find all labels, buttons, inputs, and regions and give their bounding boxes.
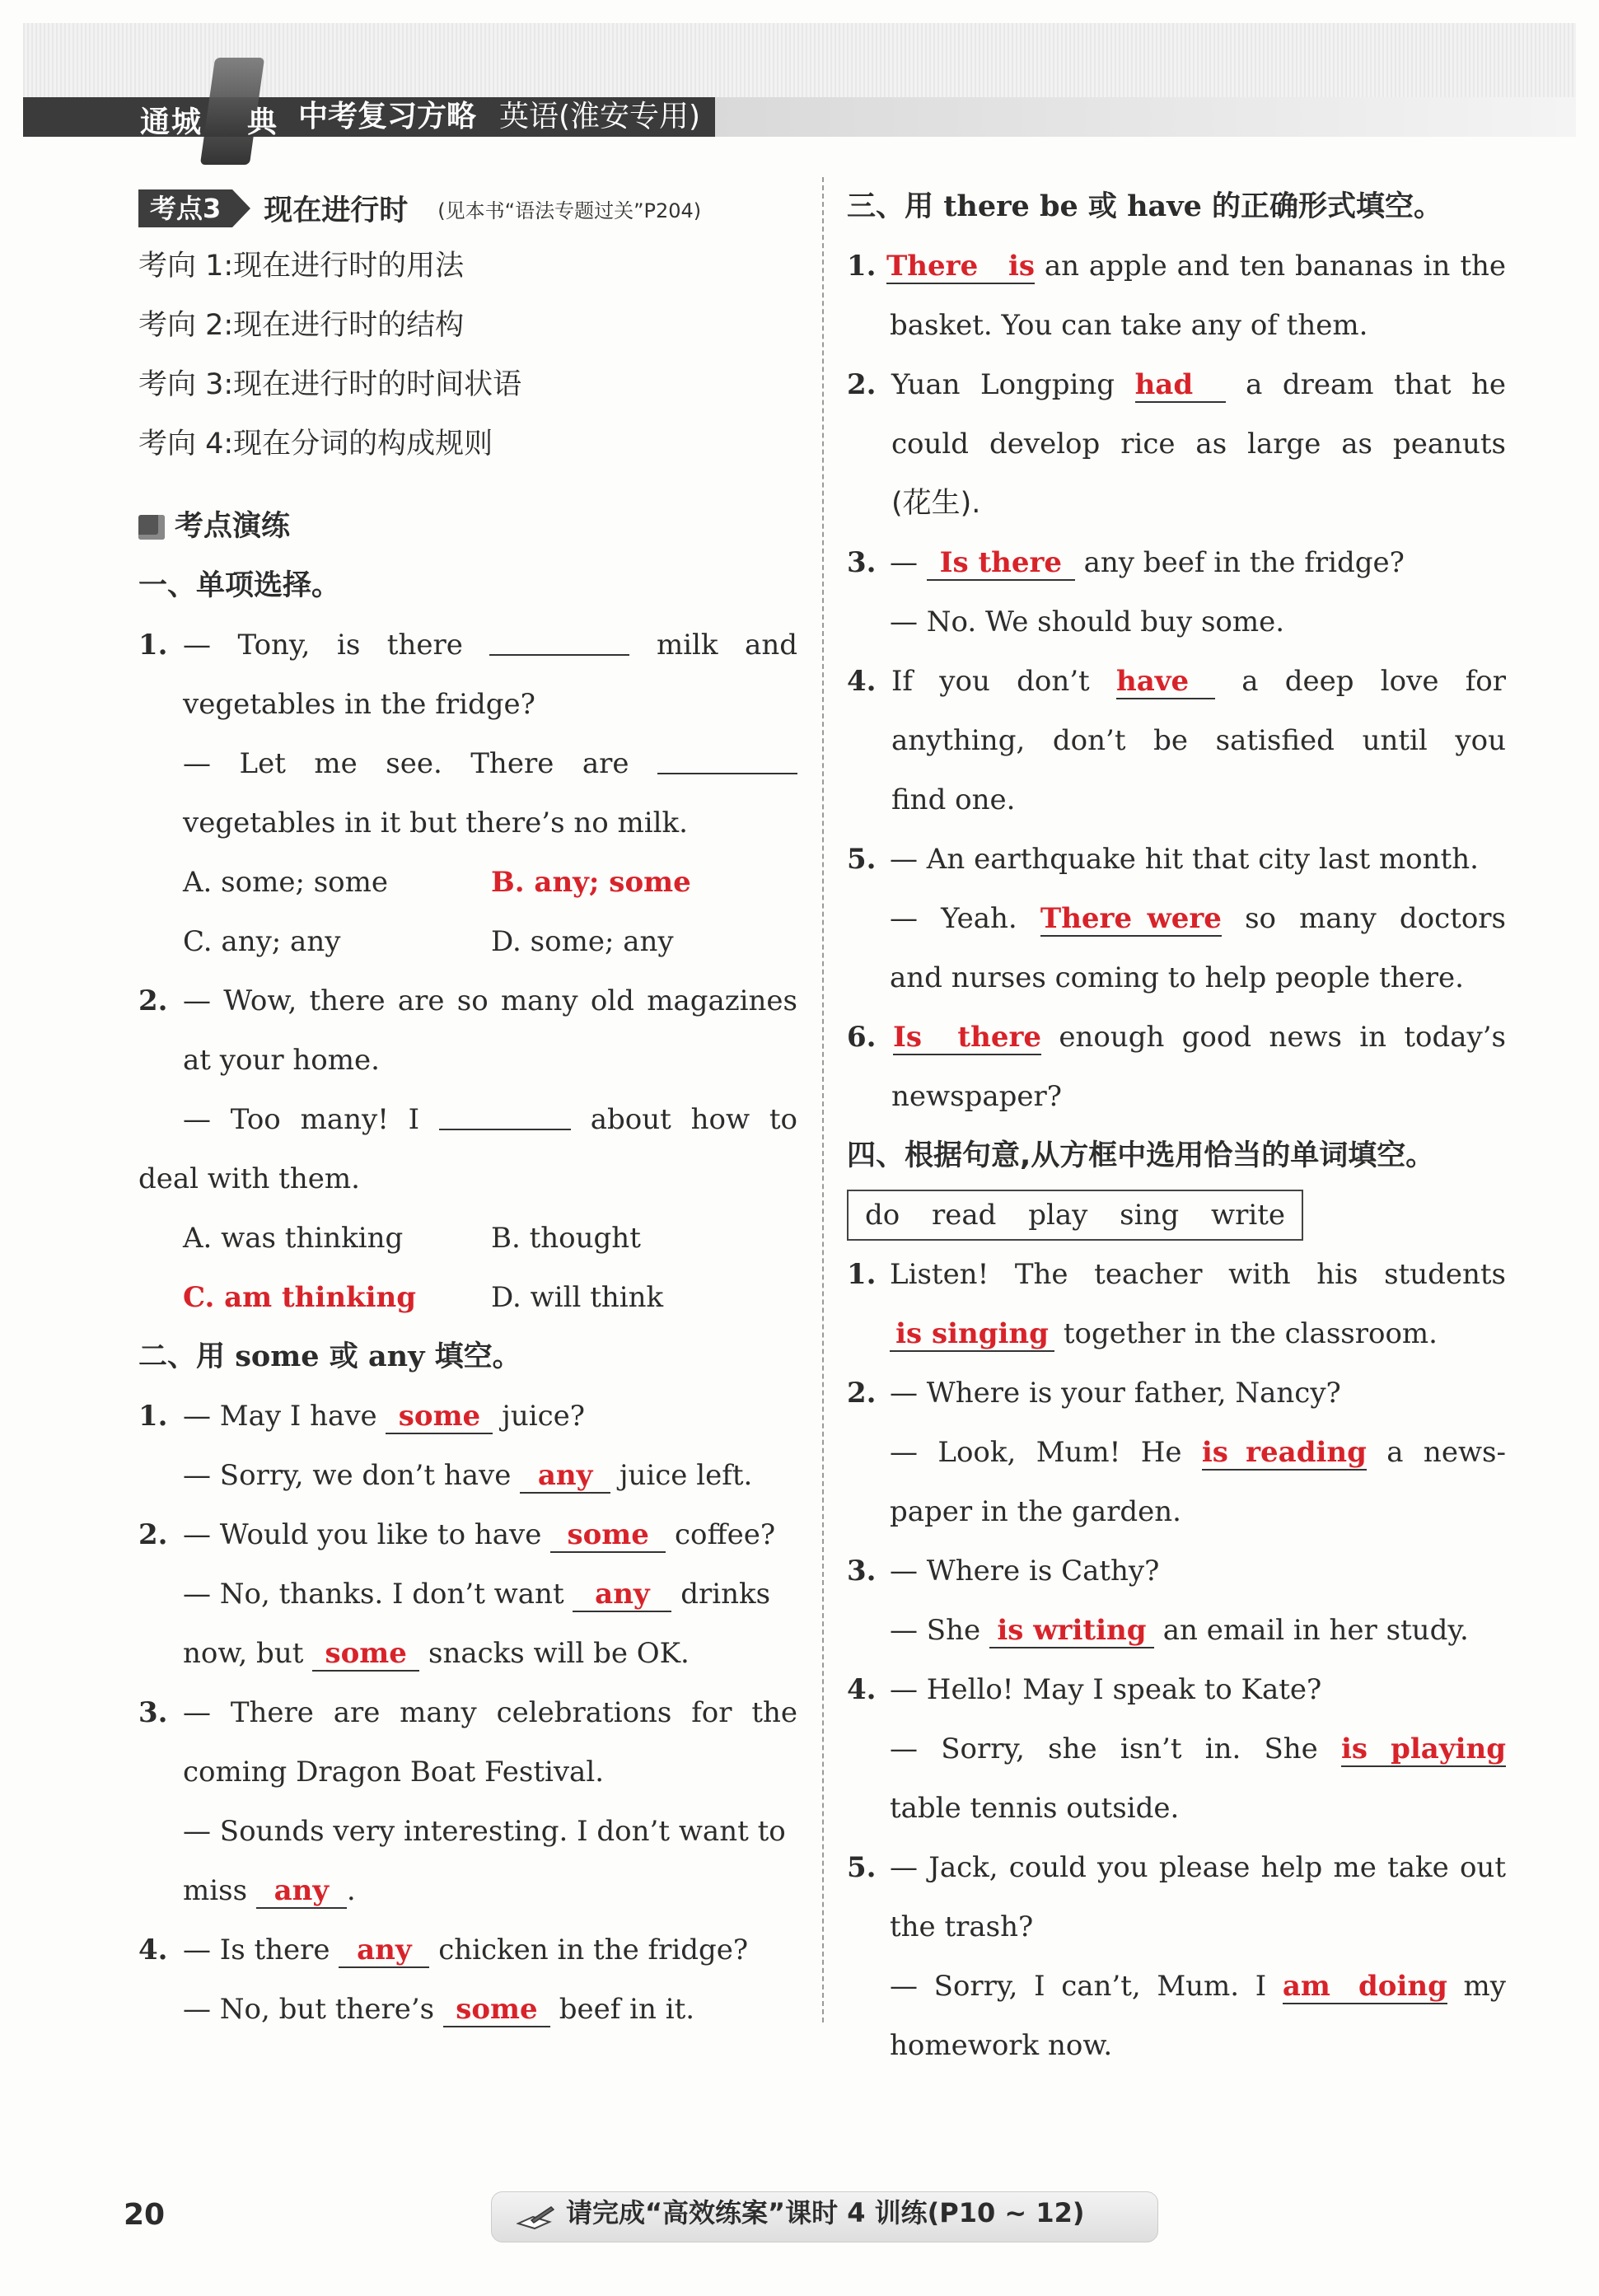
question-line: deal with them.	[138, 1162, 360, 1195]
question-text: .	[346, 1874, 356, 1907]
question-number: 5.	[847, 843, 877, 876]
question-line	[847, 1363, 1506, 1423]
title-word: any	[367, 1340, 425, 1373]
answer-filled[interactable]: There were	[1040, 902, 1222, 935]
answer-filled[interactable]: any	[573, 1578, 671, 1612]
option-b[interactable]: B. thought	[491, 1222, 641, 1255]
pencil-book-icon	[517, 2205, 554, 2230]
question-number: 2.	[138, 984, 168, 1017]
question-line	[847, 355, 1506, 414]
page-number: 20	[124, 2198, 166, 2232]
question-line	[138, 734, 797, 793]
answer-filled[interactable]: am doing	[1282, 1970, 1447, 2003]
question-text: If you don’t	[891, 665, 1090, 698]
title-part: 或	[329, 1340, 358, 1373]
question-text: — Is there	[183, 1934, 330, 1966]
book-title	[298, 97, 700, 137]
question-number: 2.	[138, 1518, 168, 1551]
title-part: 填空。	[434, 1340, 521, 1373]
question-line: (花生).	[891, 487, 981, 520]
answer-filled[interactable]: some	[550, 1518, 666, 1553]
kaodian-note: (见本书“语法专题过关”P204)	[437, 199, 702, 222]
word-box: do read play sing write	[847, 1190, 1303, 1241]
question-line	[847, 533, 1506, 592]
question-text: juice left.	[619, 1459, 753, 1492]
answer-blank[interactable]	[439, 1097, 571, 1130]
question-text: — Where is your father, Nancy?	[890, 1377, 1341, 1410]
title-word: have	[1127, 189, 1202, 223]
question-text: miss	[183, 1874, 248, 1907]
question-line	[138, 971, 797, 1031]
options-row	[138, 1209, 797, 1268]
question-line	[847, 1719, 1506, 1779]
question-number: 5.	[847, 1851, 877, 1884]
question-line	[847, 1838, 1506, 1897]
question-text: — She	[890, 1614, 981, 1647]
kaoxiang-item: 考向 3:现在进行时的时间状语	[138, 368, 522, 401]
word-box-row	[847, 1185, 1506, 1245]
kaoxiang-item: 考向 4:现在分词的构成规则	[138, 428, 493, 461]
answer-filled[interactable]: have	[1116, 665, 1215, 699]
question-line: — Sounds very interesting. I don’t want to	[183, 1815, 786, 1848]
question-line	[138, 1386, 797, 1446]
option-c-correct[interactable]: C. am thinking	[183, 1281, 417, 1314]
answer-filled[interactable]: some	[443, 1993, 550, 2027]
question-text: beef in it.	[559, 1993, 695, 2026]
answer-filled[interactable]: is singing	[890, 1317, 1054, 1352]
answer-filled[interactable]: There is	[886, 250, 1035, 283]
question-text: — Would you like to have	[183, 1518, 542, 1551]
question-line: basket. You can take any of them.	[890, 309, 1368, 342]
question-text: an apple and ten bananas in the	[1044, 250, 1507, 283]
question-text: Yuan Longping	[891, 368, 1115, 401]
question-text: — No, thanks. I don’t want	[183, 1578, 564, 1611]
footer-banner	[491, 2191, 1158, 2242]
answer-filled[interactable]: is writing	[989, 1614, 1154, 1648]
question-text: — Yeah.	[890, 902, 1017, 935]
section-3-title	[847, 177, 1506, 236]
section-4-title: 四、根据句意,从方框中选用恰当的单词填空。	[847, 1139, 1435, 1172]
option-c[interactable]: C. any; any	[183, 925, 341, 958]
book-icon	[138, 515, 165, 540]
question-line	[138, 1861, 797, 1920]
question-line	[847, 889, 1506, 948]
question-number: 2.	[847, 368, 877, 401]
footer-text: 请完成“高效练案”课时 4 训练(P10 ~ 12)	[566, 2197, 1085, 2228]
question-line	[138, 1090, 797, 1149]
question-line: vegetables in the fridge?	[183, 688, 535, 721]
question-line	[847, 1245, 1506, 1304]
left-column	[138, 177, 797, 2039]
option-a[interactable]: A. some; some	[183, 866, 388, 899]
practice-title: 考点演练	[175, 510, 291, 543]
option-a[interactable]: A. was thinking	[183, 1222, 404, 1255]
question-line: at your home.	[183, 1044, 380, 1077]
question-text: — Sorry, she isn’t in. She	[890, 1733, 1318, 1765]
section-2-title	[138, 1327, 797, 1386]
question-text: juice?	[502, 1400, 585, 1433]
question-line	[847, 1957, 1506, 2016]
title-part: 二、用	[138, 1340, 226, 1373]
question-text: — Jack, could you please help me take out	[890, 1851, 1506, 1884]
option-d[interactable]: D. some; any	[491, 925, 674, 958]
question-line	[847, 1660, 1506, 1719]
question-text: a dream that he	[1246, 368, 1507, 401]
answer-filled[interactable]: some	[312, 1637, 419, 1672]
question-number: 4.	[138, 1934, 168, 1966]
question-line: table tennis outside.	[890, 1792, 1180, 1825]
logo-text-2: 典	[247, 105, 278, 139]
answer-blank[interactable]	[657, 741, 797, 774]
question-line: anything, don’t be satisfied until you	[891, 724, 1506, 757]
question-line	[138, 1920, 797, 1980]
question-line	[138, 1446, 797, 1505]
section-1-title: 一、单项选择。	[138, 569, 341, 602]
question-line: the trash?	[890, 1910, 1034, 1943]
title-part: 或	[1087, 190, 1117, 223]
question-text: — Sorry, I can’t, Mum. I	[890, 1970, 1267, 2003]
question-line	[138, 1683, 797, 1742]
answer-filled[interactable]: Is there	[927, 546, 1075, 581]
question-text: Listen! The teacher with his students	[890, 1258, 1506, 1291]
question-line	[847, 1304, 1506, 1363]
question-number: 1.	[138, 1400, 168, 1433]
question-text: enough good news in today’s	[1059, 1021, 1506, 1054]
question-text: a news-	[1386, 1436, 1506, 1469]
kaodian-badge: 考点3	[138, 189, 232, 227]
book-subject: 英语(淮安专用)	[499, 100, 701, 133]
question-text: coffee?	[674, 1518, 776, 1551]
question-line	[138, 1564, 797, 1624]
answer-filled[interactable]: Is there	[893, 1021, 1041, 1054]
question-text: — Look, Mum! He	[890, 1436, 1182, 1469]
question-text: chicken in the fridge?	[438, 1934, 749, 1966]
option-b-correct[interactable]: B. any; some	[491, 866, 691, 899]
options-row	[138, 1268, 797, 1327]
question-line: — No. We should buy some.	[890, 606, 1285, 638]
question-line	[847, 236, 1506, 296]
option-d[interactable]: D. will think	[491, 1281, 664, 1314]
kaodian-title: 现在进行时	[264, 194, 409, 227]
question-line: coming Dragon Boat Festival.	[183, 1756, 605, 1789]
column-divider	[822, 177, 824, 2022]
title-part: 的正确形式填空。	[1212, 190, 1443, 223]
kaodian-heading	[138, 177, 797, 236]
question-text: now, but	[183, 1637, 304, 1670]
question-line	[847, 1008, 1506, 1067]
question-text: so many doctors	[1245, 902, 1507, 935]
question-number: 3.	[847, 546, 877, 579]
answer-filled[interactable]: any	[256, 1874, 347, 1909]
options-row	[138, 912, 797, 971]
question-number: 2.	[847, 1377, 877, 1410]
question-text: — May I have	[183, 1400, 377, 1433]
question-text: any beef in the fridge?	[1083, 546, 1405, 579]
question-line: could develop rice as large as peanuts	[891, 428, 1506, 461]
question-line	[138, 1624, 797, 1683]
logo-text-1: 通城	[140, 105, 203, 139]
title-part: 三、用	[847, 190, 934, 223]
question-number: 3.	[847, 1555, 877, 1588]
question-number: 4.	[847, 665, 877, 698]
question-text: — Hello! May I speak to Kate?	[890, 1673, 1322, 1706]
question-text: — Sorry, we don’t have	[183, 1459, 512, 1492]
kaoxiang-item: 考向 1:现在进行时的用法	[138, 250, 465, 283]
question-line	[138, 615, 797, 675]
answer-blank[interactable]	[489, 623, 629, 656]
answer-filled[interactable]: any	[339, 1934, 429, 1968]
question-number: 3.	[138, 1696, 168, 1729]
question-number: 1.	[138, 629, 168, 662]
question-text: a deep love for	[1241, 665, 1507, 698]
question-line: homework now.	[890, 2029, 1113, 2062]
question-number: 4.	[847, 1673, 877, 1706]
question-line: vegetables in it but there’s no milk.	[183, 807, 688, 839]
answer-filled[interactable]: is playing	[1341, 1733, 1506, 1765]
question-text: my	[1463, 1970, 1506, 2003]
question-text: — Too many! I	[183, 1103, 420, 1136]
answer-filled[interactable]: had	[1135, 368, 1226, 403]
question-text: — An earthquake hit that city last month.	[890, 843, 1479, 876]
question-line	[847, 1541, 1506, 1601]
question-line	[847, 830, 1506, 889]
question-line	[847, 1423, 1506, 1482]
question-line: and nurses coming to help people there.	[890, 961, 1464, 994]
question-line	[138, 1980, 797, 2039]
question-line: find one.	[891, 783, 1016, 816]
question-number: 1.	[847, 1258, 877, 1291]
question-text: drinks	[680, 1578, 771, 1611]
question-line	[847, 1601, 1506, 1660]
title-word: some	[235, 1340, 320, 1373]
question-text: — Wow, there are so many old magazines	[183, 984, 797, 1017]
question-line: paper in the garden.	[890, 1495, 1181, 1528]
question-line: newspaper?	[891, 1080, 1062, 1113]
question-text: — Tony, is there	[183, 629, 463, 662]
question-text: an email in her study.	[1162, 1614, 1469, 1647]
question-line	[847, 652, 1506, 711]
question-number: 6.	[847, 1021, 877, 1054]
title-word: there be	[943, 189, 1078, 223]
question-text: — Let me see. There are	[183, 747, 629, 780]
kaoxiang-item: 考向 2:现在进行时的结构	[138, 309, 465, 342]
answer-filled[interactable]: some	[386, 1400, 493, 1434]
question-text: milk and	[656, 629, 797, 662]
answer-filled[interactable]: any	[520, 1459, 610, 1494]
question-text: — There are many celebrations for the	[183, 1696, 797, 1729]
question-text: —	[890, 546, 918, 579]
question-text: — No, but there’s	[183, 1993, 435, 2026]
practice-heading	[138, 497, 797, 556]
question-text: — Where is Cathy?	[890, 1555, 1160, 1588]
book-title-main: 中考复习方略	[298, 100, 477, 133]
question-text: together in the classroom.	[1063, 1317, 1438, 1350]
question-line	[138, 1505, 797, 1564]
answer-filled[interactable]: is reading	[1201, 1436, 1367, 1469]
question-text: about how to	[590, 1103, 797, 1136]
header-bar-fade	[715, 97, 1576, 137]
question-text: snacks will be OK.	[428, 1637, 690, 1670]
right-column	[847, 177, 1506, 2075]
options-row	[138, 853, 797, 912]
question-number: 1.	[847, 250, 877, 283]
